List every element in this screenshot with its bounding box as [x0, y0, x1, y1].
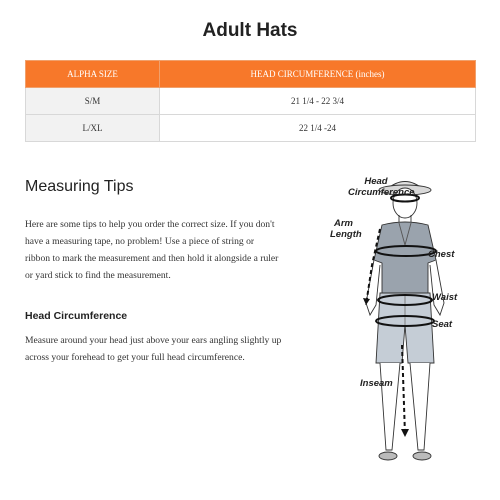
text-line: across your forehead to get your full head circumference. [25, 352, 245, 363]
tips-paragraph [25, 216, 278, 284]
table-row [26, 88, 476, 115]
head-circumference-label [348, 176, 415, 198]
text-line: have a measuring tape, no problem! Use a piece of string or [25, 236, 255, 247]
text-line: Here are some tips to help you order the correct size. If you don't [25, 219, 275, 230]
head-circumference-paragraph [25, 332, 281, 366]
inseam-label: Inseam [360, 378, 393, 389]
table-header-row [26, 61, 476, 88]
header-head-circumference: HEAD CIRCUMFERENCE (inches) [160, 61, 476, 88]
head-circumference-heading: Head Circumference [25, 310, 128, 322]
size-cell: S/M [26, 88, 160, 115]
size-cell: L/XL [26, 115, 160, 142]
man-measurement-illustration [320, 165, 490, 485]
table-row [26, 115, 476, 142]
label-line: Arm [334, 218, 354, 229]
text-line: or yard stick to find the measurement. [25, 270, 171, 281]
chest-label: Chest [428, 249, 455, 260]
measurement-cell: 22 1/4 -24 [160, 115, 476, 142]
waist-label: Waist [432, 292, 458, 303]
header-alpha-size: ALPHA SIZE [26, 61, 160, 88]
text-line: ribbon to mark the measurement and then hold it alongside a ruler [25, 253, 279, 264]
seat-label: Seat [432, 319, 453, 330]
measuring-tips-heading: Measuring Tips [25, 178, 134, 195]
label-line: Head [364, 176, 388, 187]
label-line: Circumference [348, 187, 415, 198]
label-line: Length [330, 229, 362, 240]
page-title: Adult Hats [202, 20, 298, 41]
size-chart-table [25, 60, 476, 142]
arm-length-label [330, 218, 362, 240]
text-line: Measure around your head just above your ears angling slightly up [25, 335, 282, 346]
measurement-figure [320, 165, 490, 485]
measurement-cell: 21 1/4 - 22 3/4 [160, 88, 476, 115]
